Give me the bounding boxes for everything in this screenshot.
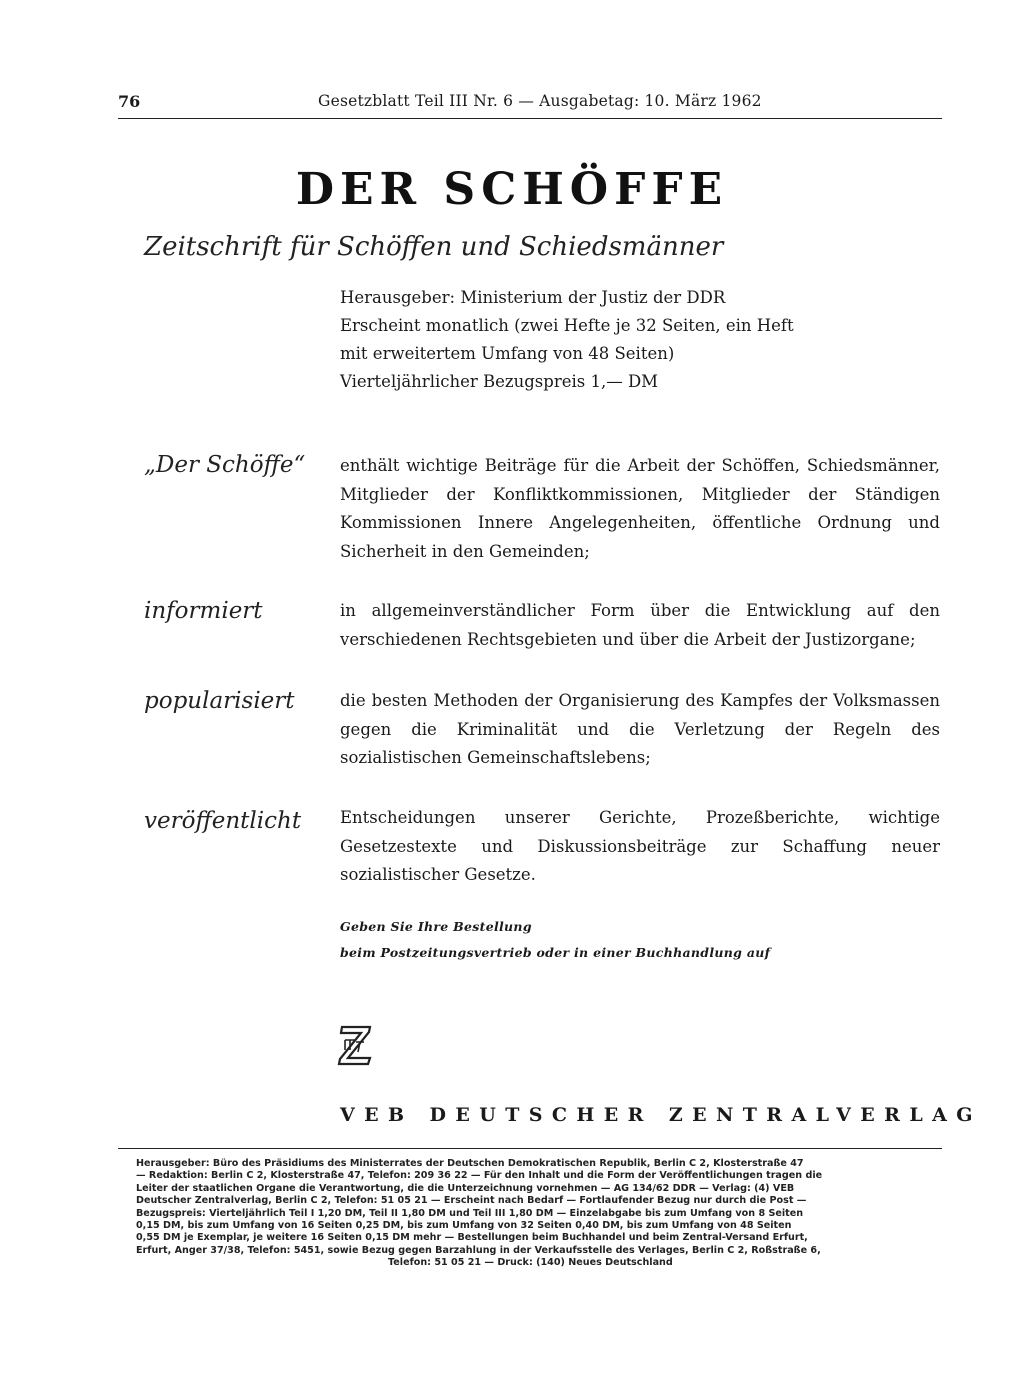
publisher-info-line: mit erweitertem Umfang von 48 Seiten) bbox=[340, 344, 675, 363]
publisher-info-line: Herausgeber: Ministerium der Justiz der DDR bbox=[340, 288, 726, 307]
imprint-line: 0,55 DM je Exemplar, je weitere 16 Seiten 0,15 DM mehr — Bestellungen beim Buchhandel und beim Zentral-Versand Erfurt, bbox=[136, 1232, 808, 1244]
order-note-line: Geben Sie Ihre Bestellung bbox=[340, 919, 532, 934]
imprint-line: Leiter der staatlichen Organe die Verantwortung, die die Unterzeichnung vornehmen — AG 134/62 DDR — Verlag: (4) VEB bbox=[136, 1182, 795, 1194]
section-text-veroeffentlicht: Entscheidungen unserer Gerichte, Prozeßberichte, wichtige Gesetzestexte und Diskussionsbeiträge zur Schaffung neuer sozialistischer Gesetze. bbox=[340, 808, 940, 884]
imprint-rule bbox=[118, 1148, 942, 1149]
imprint-line: — Redaktion: Berlin C 2, Klosterstraße 47, Telefon: 209 36 22 — Für den Inhalt und die Form der Veröffentlichungen tragen die bbox=[136, 1170, 823, 1182]
imprint-line: 0,15 DM, bis zum Umfang von 16 Seiten 0,25 DM, bis zum Umfang von 32 Seiten 0,40 DM, bis zum Umfang von 48 Seiten bbox=[136, 1220, 792, 1232]
imprint bbox=[136, 1158, 942, 1270]
imprint-line: Deutscher Zentralverlag, Berlin C 2, Telefon: 51 05 21 — Erscheint nach Bedarf — Fortlaufender Bezug nur durch die Post — bbox=[136, 1195, 807, 1207]
gazette-line: Gesetzblatt Teil III Nr. 6 — Ausgabetag: 10. März 1962 bbox=[318, 92, 762, 110]
header-rule bbox=[118, 118, 942, 119]
section-label-popularisiert: popularisiert bbox=[144, 688, 295, 714]
section-label-veroeffentlicht: veröffentlicht bbox=[144, 808, 302, 834]
page-header bbox=[118, 92, 940, 116]
order-note bbox=[340, 914, 770, 966]
magazine-subtitle: Zeitschrift für Schöffen und Schiedsmänner bbox=[144, 232, 724, 262]
section-label-der-schoeffe: „Der Schöffe“ bbox=[144, 452, 306, 478]
imprint-line: Erfurt, Anger 37/38, Telefon: 5451, sowie Bezug gegen Barzahlung in der Verkaufsstelle des Verlages, Berlin C 2, Roßstraße 6, bbox=[136, 1244, 821, 1256]
publisher-info bbox=[340, 284, 794, 396]
imprint-line: Herausgeber: Büro des Präsidiums des Ministerrates der Deutschen Demokratischen Republik, Berlin C 2, Klosterstraße 47 bbox=[136, 1158, 804, 1169]
section-text-der-schoeffe: enthält wichtige Beiträge für die Arbeit der Schöffen, Schiedsmänner, Mitglieder der Konfliktkommissionen, Mitglieder der Ständigen Kommissionen Innere Angelegenheiten, öffentliche Ordnung und Sicherheit in den Gemeinden; bbox=[340, 456, 940, 561]
publisher-info-line: Erscheint monatlich (zwei Hefte je 32 Seiten, ein Heft bbox=[340, 316, 794, 335]
section-text-popularisiert: die besten Methoden der Organisierung des Kampfes der Volksmassen gegen die Kriminalität und die Verletzung der Regeln des sozialistischen Gemeinschaftslebens; bbox=[340, 691, 940, 767]
imprint-line: Bezugspreis: Vierteljährlich Teil I 1,20 DM, Teil II 1,80 DM und Teil III 1,80 DM — Einzelabgabe bis zum Umfang von 8 Seiten bbox=[136, 1207, 804, 1219]
magazine-title: DER SCHÖFFE bbox=[295, 164, 729, 215]
order-note-line: beim Postzeitungsvertrieb oder in einer Buchhandlung auf bbox=[340, 945, 771, 960]
section-text-informiert: in allgemeinverständlicher Form über die Entwicklung auf den verschiedenen Rechtsgebieten und über die Arbeit der Justizorgane; bbox=[340, 601, 940, 649]
publisher-logo-icon bbox=[336, 1024, 374, 1066]
imprint-line: Telefon: 51 05 21 — Druck: (140) Neues Deutschland bbox=[388, 1257, 673, 1269]
section-label-informiert: informiert bbox=[144, 598, 263, 624]
publisher-name: VEB DEUTSCHER ZENTRALVERLAG bbox=[340, 1104, 982, 1126]
page-number: 76 bbox=[118, 92, 141, 111]
publisher-info-line: Vierteljährlicher Bezugspreis 1,— DM bbox=[340, 372, 659, 391]
